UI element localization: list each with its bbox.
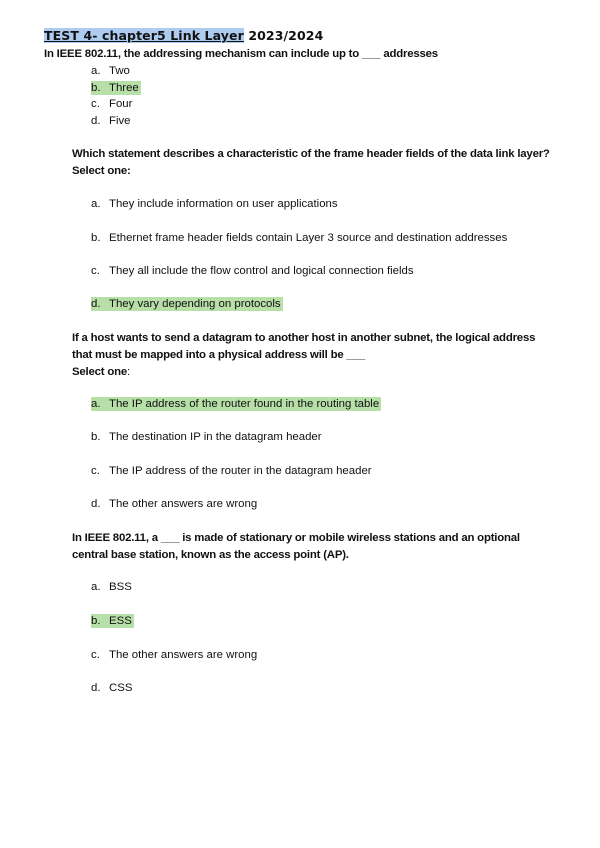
question-4-text-line2: central base station, known as the access point (AP). [72, 549, 349, 561]
q3-option-d: d. The other answers are wrong [91, 498, 258, 510]
question-2-text: Which statement describes a characteristic of the frame header fields of the data link layer? [72, 148, 550, 160]
q2-option-d: d. They vary depending on protocols [91, 298, 281, 310]
q4-option-a: a. BSS [91, 581, 132, 593]
page-title [44, 28, 323, 43]
q2-option-c: c. They all include the flow control and logical connection fields [91, 265, 414, 277]
q1-option-d: d. Five [91, 115, 131, 127]
q3-option-b: b. The destination IP in the datagram header [91, 431, 322, 443]
q1-option-a: a. Two [91, 65, 130, 77]
q3-option-a: a. The IP address of the router found in the routing table [91, 398, 380, 410]
question-2-select-label: Select one: [72, 165, 131, 177]
title-year: 2023/2024 [243, 28, 324, 43]
question-3-text-line2: that must be mapped into a physical address will be ___ [72, 349, 365, 361]
q4-option-c: c. The other answers are wrong [91, 649, 258, 661]
q1-option-c: c. Four [91, 98, 133, 110]
question-3-text-line1: If a host wants to send a datagram to another host in another subnet, the logical address [72, 332, 536, 344]
q1-option-b: b. Three [91, 82, 139, 94]
q4-option-d: d. CSS [91, 682, 133, 694]
question-1-text: In IEEE 802.11, the addressing mechanism can include up to ___ addresses [44, 48, 438, 60]
q2-option-a: a. They include information on user applications [91, 198, 338, 210]
question-3-select-label: Select one: [72, 366, 130, 378]
title-highlighted: TEST 4- chapter5 Link Layer [44, 28, 244, 43]
question-4-text-line1: In IEEE 802.11, a ___ is made of stationary or mobile wireless stations and an optional [72, 532, 520, 544]
q4-option-b: b. ESS [91, 615, 132, 627]
q3-option-c: c. The IP address of the router in the datagram header [91, 465, 372, 477]
q2-option-b: b. Ethernet frame header fields contain Layer 3 source and destination addresses [91, 232, 508, 244]
